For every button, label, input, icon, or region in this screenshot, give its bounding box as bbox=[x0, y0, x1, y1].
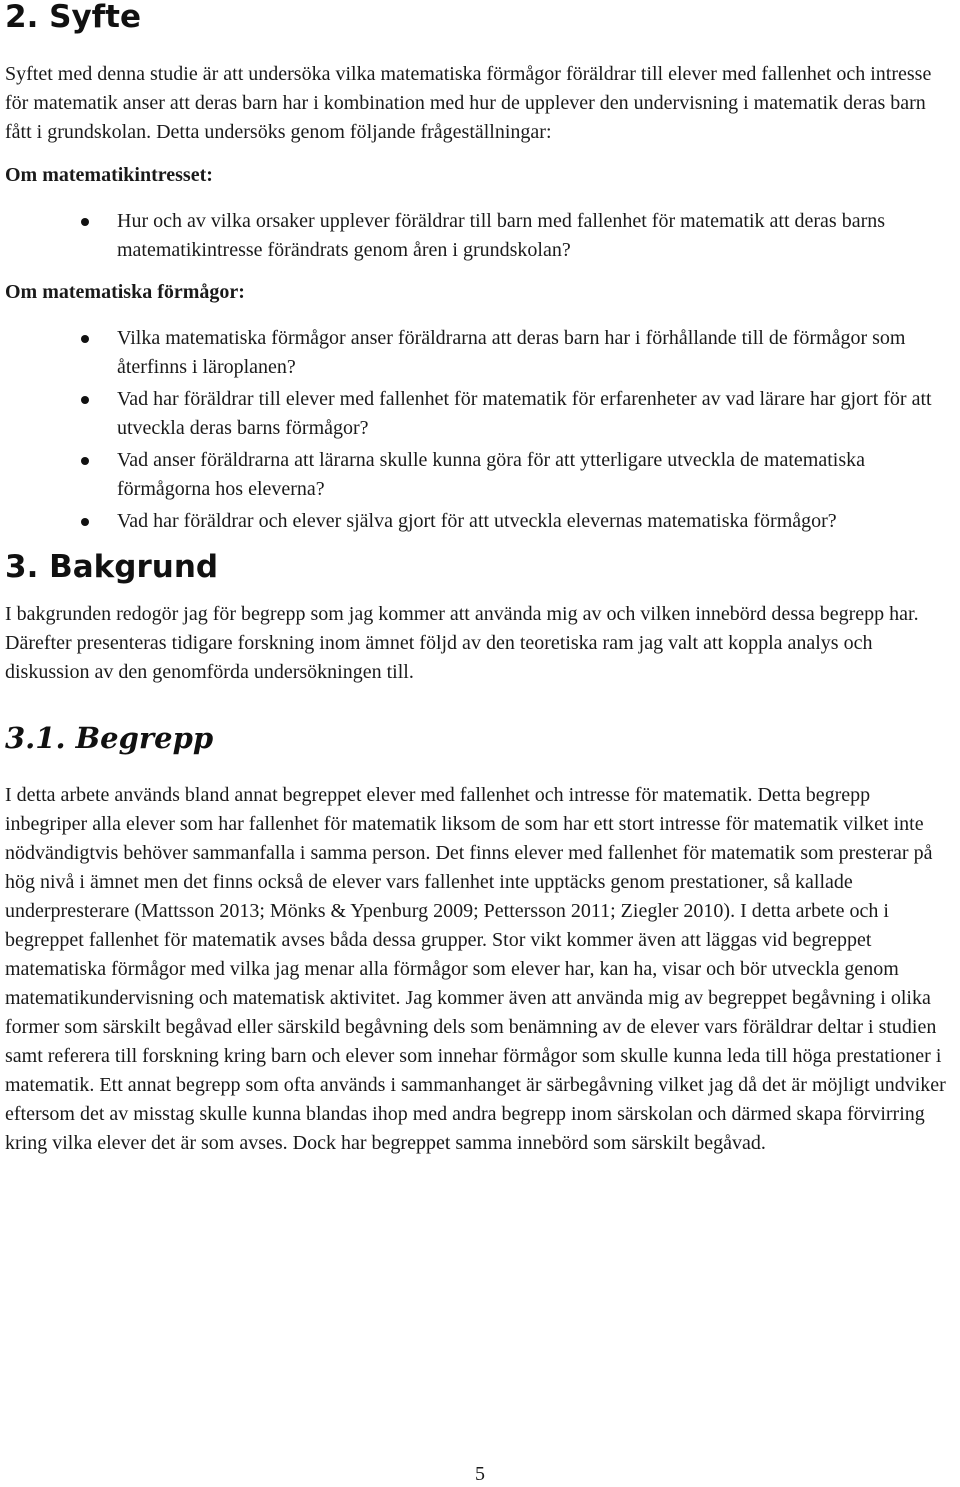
section-2-intro: Syftet med denna studie är att undersöka vilka matematiska förmågor föräldrar till elever med fallenhet och intresse för matematik anser att deras barn har i kombination med hur de upplever den undervisning i matematik deras barn fått i grundskolan. Detta undersöks genom följande frågeställningar: bbox=[5, 63, 932, 143]
page-number: 5 bbox=[475, 1463, 485, 1485]
bullet-icon bbox=[81, 396, 89, 404]
bullet-icon bbox=[81, 518, 89, 526]
section-2-heading: 2. Syfte bbox=[5, 0, 142, 35]
group-2-list bbox=[5, 324, 957, 536]
group-1-list bbox=[5, 207, 957, 265]
group-2-title: Om matematiska förmågor: bbox=[5, 281, 245, 303]
list-item-text: Hur och av vilka orsaker upplever föräldrar till barn med fallenhet för matematik att deras barns matematikintresse förändrats genom åren i grundskolan? bbox=[117, 210, 886, 261]
list-item bbox=[5, 324, 957, 382]
section-3-1-text: I detta arbete används bland annat begreppet elever med fallenhet och intresse för matematik. Detta begrepp inbegriper alla elever som har fallenhet för matematik liksom de som har ett stort intresse för matematik vilket inte nödvändigtvis behöver sammanfalla i samma person. Det finns elever med fallenhet för matematik som presterar på hög nivå i ämnet men det finns också de elever vars fallenhet inte upptäcks genom prestationer, så kallade underpresterare (Mattsson 2013; Mönks & Ypenburg 2009; Pettersson 2011; Ziegler 2010). I detta arbete och i begreppet fallenhet för matematik avses båda dessa grupper. Stor vikt kommer även att läggas vid begreppet matematiska förmågor med vilka jag menar alla förmågor som elever har, kan ha, visar och bör utveckla genom matematikundervisning och matematisk aktivitet. Jag kommer även att använda mig av begreppet begåvning i olika former som särskilt begåvad eller särskild begåvning dels som benämning av de elever vars föräldrar deltar i studien samt referera till forskning kring barn och elever som innehar förmågor som skulle kunna leda till höga prestationer i matematik. Ett annat begrepp som ofta används i sammanhanget är särbegåvning vilket jag då det är möjligt undviker eftersom det av misstag skulle kunna blandas ihop med andra begrepp inom särskolan och därmed skapa förvirring kring vilka elever det är som avses. Dock har begreppet samma innebörd som särskilt begåvad. bbox=[5, 784, 946, 1154]
section-3-heading: 3. Bakgrund bbox=[5, 549, 219, 585]
bullet-icon bbox=[81, 335, 89, 343]
bullet-icon bbox=[81, 457, 89, 465]
list-item bbox=[5, 385, 957, 443]
list-item bbox=[5, 446, 957, 504]
list-item-text: Vad anser föräldrarna att lärarna skulle kunna göra för att ytterligare utveckla de matematiska förmågorna hos eleverna? bbox=[117, 449, 865, 500]
list-item bbox=[5, 207, 957, 265]
section-3-1-heading: 3.1. Begrepp bbox=[5, 721, 214, 755]
list-item-text: Vad har föräldrar och elever själva gjort för att utveckla elevernas matematiska förmågor? bbox=[117, 510, 837, 532]
group-1-title: Om matematikintresset: bbox=[5, 164, 213, 186]
bullet-icon bbox=[81, 218, 89, 226]
section-3-text: I bakgrunden redogör jag för begrepp som jag kommer att använda mig av och vilken innebörd dessa begrepp har. Därefter presenteras tidigare forskning inom ämnet följd av den teoretiska ram jag valt att koppla analys och diskussion av den genomförda undersökningen till. bbox=[5, 603, 919, 683]
list-item bbox=[5, 507, 957, 536]
document-page bbox=[5, 0, 957, 1158]
list-item-text: Vad har föräldrar till elever med fallenhet för matematik för erfarenheter av vad lärare har gjort för att utveckla deras barns förmågor? bbox=[117, 388, 932, 439]
list-item-text: Vilka matematiska förmågor anser föräldrarna att deras barn har i förhållande till de förmågor som återfinns i läroplanen? bbox=[117, 327, 906, 378]
